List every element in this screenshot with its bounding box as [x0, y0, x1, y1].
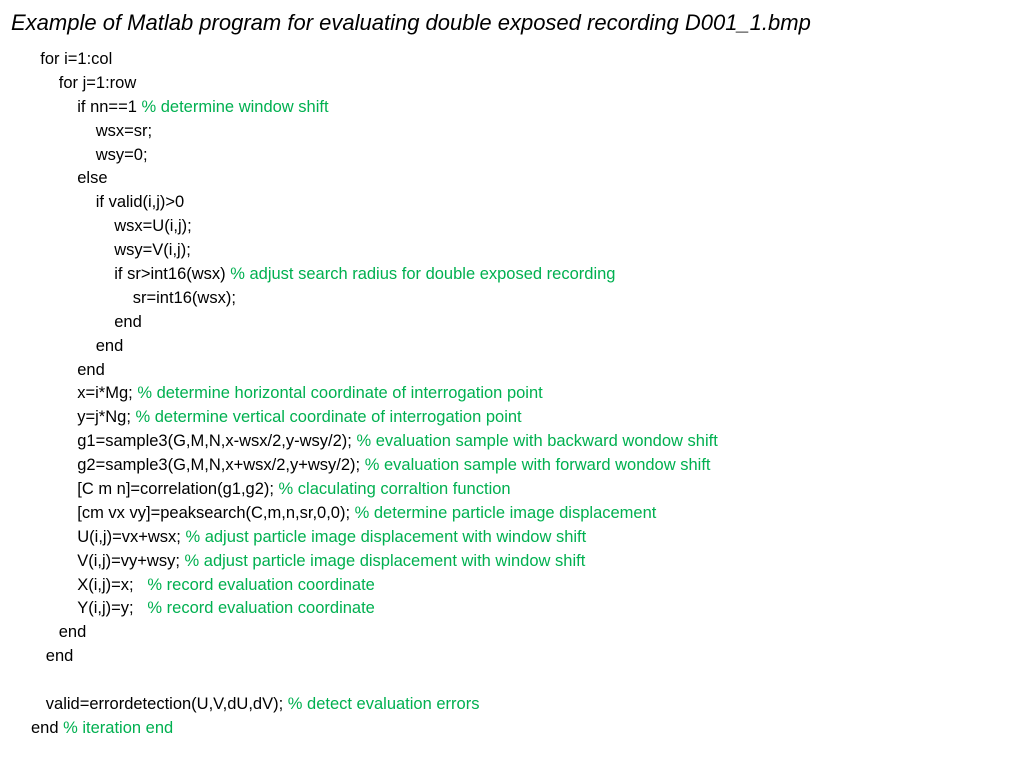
code-line: [0, 406, 718, 430]
code-line: [0, 239, 718, 263]
code-comment: % record evaluation coordinate: [147, 575, 375, 594]
code-line: [0, 717, 718, 741]
code-line: [0, 215, 718, 239]
code-comment: % determine window shift: [141, 97, 329, 116]
code-statement: x=i*Mg;: [77, 384, 138, 403]
code-line: [0, 167, 718, 191]
code-line: [0, 454, 718, 478]
code-statement: [C m n]=correlation(g1,g2);: [77, 480, 279, 499]
code-line: [0, 550, 718, 574]
code-statement: end: [31, 718, 64, 737]
code-statement: wsx=sr;: [95, 121, 153, 140]
code-statement: [cm vx vy]=peaksearch(C,m,n,sr,0,0);: [77, 503, 355, 522]
code-statement: Y(i,j)=y;: [77, 599, 148, 618]
code-statement: end: [95, 336, 124, 355]
code-statement: U(i,j)=vx+wsx;: [77, 527, 186, 546]
code-line: [0, 645, 718, 669]
code-statement: for i=1:col: [40, 50, 113, 68]
code-comment: % claculating corraltion function: [278, 480, 511, 499]
code-statement: if valid(i,j)>0: [95, 193, 185, 212]
code-comment: % adjust search radius for double exposed recording: [230, 265, 616, 284]
code-statement: wsx=U(i,j);: [114, 217, 192, 236]
code-line: [0, 48, 718, 72]
code-comment: % record evaluation coordinate: [147, 599, 375, 618]
code-line: [0, 502, 718, 526]
code-statement: X(i,j)=x;: [77, 575, 148, 594]
code-line: [0, 526, 718, 550]
code-statement: g2=sample3(G,M,N,x+wsx/2,y+wsy/2);: [77, 456, 365, 475]
code-comment: % evaluation sample with backward wondow shift: [356, 432, 718, 451]
code-statement: wsy=0;: [95, 145, 148, 164]
code-line: [0, 311, 718, 335]
code-comment: % determine horizontal coordinate of interrogation point: [137, 384, 543, 403]
code-line: [0, 597, 718, 621]
code-statement: g1=sample3(G,M,N,x-wsx/2,y-wsy/2);: [77, 432, 357, 451]
code-line: [0, 621, 718, 645]
code-line: [0, 72, 718, 96]
code-line: [0, 669, 718, 693]
code-line: [0, 430, 718, 454]
code-comment: % determine vertical coordinate of interrogation point: [135, 408, 522, 427]
code-line: [0, 574, 718, 598]
code-line: [0, 120, 718, 144]
code-statement: if nn==1: [77, 97, 142, 116]
code-statement: else: [77, 169, 108, 188]
code-line: [0, 263, 718, 287]
code-statement: end: [45, 647, 74, 666]
code-line: [0, 359, 718, 383]
code-line: [0, 335, 718, 359]
code-comment: % adjust particle image displacement with window shift: [185, 527, 587, 546]
code-line: [0, 144, 718, 168]
code-line: [0, 287, 718, 311]
code-comment: % determine particle image displacement: [354, 503, 657, 522]
code-listing: [0, 48, 718, 741]
slide-title: Example of Matlab program for evaluating double exposed recording D001_1.bmp: [11, 10, 811, 35]
code-comment: % detect evaluation errors: [287, 695, 480, 714]
code-statement: end: [114, 312, 142, 331]
code-statement: wsy=V(i,j);: [114, 241, 191, 260]
code-comment: % adjust particle image displacement with window shift: [184, 551, 586, 570]
code-line: [0, 96, 718, 120]
code-statement: if sr>int16(wsx): [114, 265, 231, 284]
code-line: [0, 693, 718, 717]
code-comment: % evaluation sample with forward wondow shift: [364, 456, 711, 475]
code-line: [0, 478, 718, 502]
code-line: [0, 382, 718, 406]
code-statement: V(i,j)=vy+wsy;: [77, 551, 185, 570]
code-comment: % iteration end: [63, 718, 174, 737]
code-statement: for j=1:row: [58, 73, 137, 92]
code-statement: valid=errordetection(U,V,dU,dV);: [45, 695, 288, 714]
code-line: [0, 191, 718, 215]
code-statement: sr=int16(wsx);: [132, 288, 236, 307]
code-statement: end: [77, 360, 105, 379]
code-statement: y=j*Ng;: [77, 408, 136, 427]
code-statement: end: [58, 623, 87, 642]
